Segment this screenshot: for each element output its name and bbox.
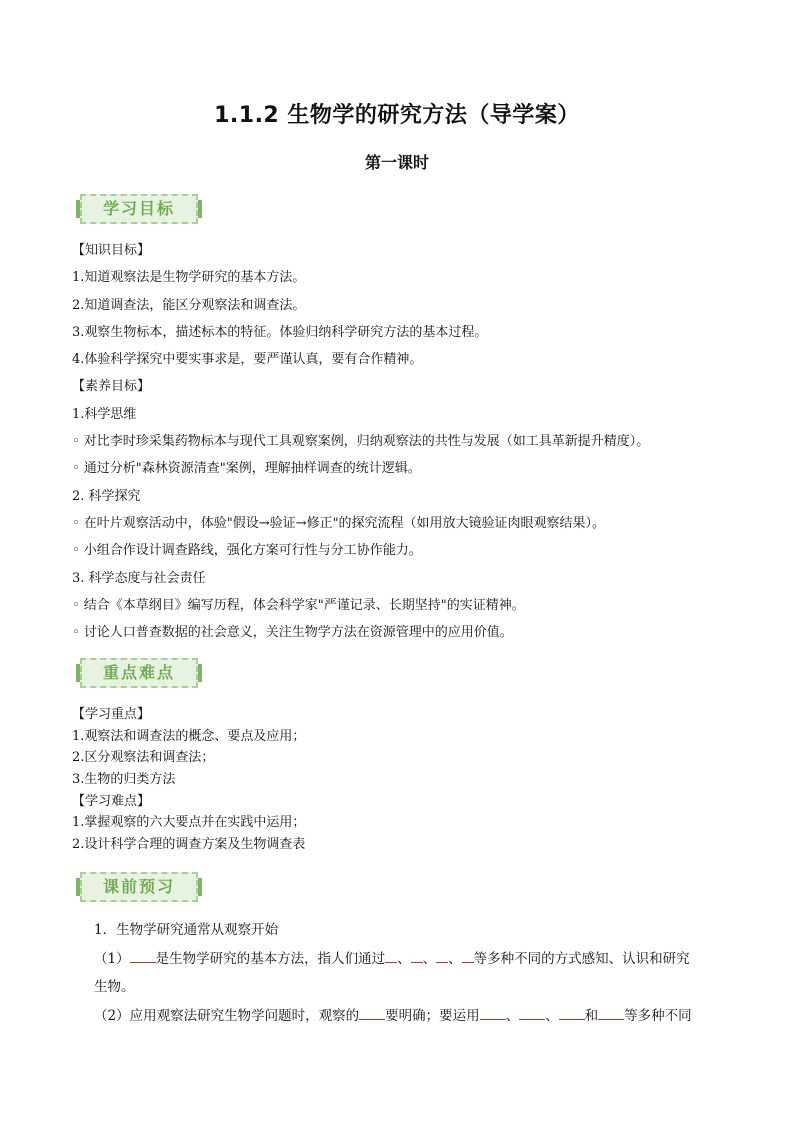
text: 、 (422, 950, 437, 967)
text: （1） (94, 950, 130, 967)
text-line: 【学习重点】 (72, 707, 151, 722)
key-points-block (72, 704, 305, 856)
text-line: 【学习难点】 (72, 793, 151, 809)
text-line: 3. 科学态度与社会责任 (72, 570, 206, 586)
page-subtitle: 第一课时 (364, 153, 429, 172)
fill-blank[interactable] (359, 1005, 385, 1020)
text: 、 (545, 1007, 559, 1024)
text-line: 2.知道调查法，能区分观察法和调查法。 (72, 297, 306, 313)
goals-block (72, 237, 649, 646)
section-header-goals (76, 190, 202, 228)
text-line: 2.设计科学合理的调查方案及生物调查表 (72, 837, 306, 853)
question-line: 生物。 (94, 979, 135, 995)
text: 是生物学研究的基本方法，指人们通过 (155, 950, 386, 967)
fill-blank[interactable] (598, 1005, 624, 1020)
section-label: 重点难点 (102, 663, 175, 682)
text-line: 1.观察法和调查法的概念、要点及应用； (72, 728, 306, 744)
text-line: ◦ 小组合作设计调查路线，强化方案可行性与分工协作能力。 (72, 543, 422, 559)
fill-blank[interactable] (462, 948, 474, 963)
text-line: 3.观察生物标本，描述标本的特征。体验归纳科学研究方法的基本过程。 (72, 324, 488, 340)
text-line: 【知识目标】 (72, 243, 151, 258)
fill-blank[interactable] (480, 1005, 506, 1020)
page-title: 1.1.2 生物学的研究方法（导学案） (214, 103, 580, 128)
text-line: 3.生物的归类方法 (72, 772, 176, 788)
text-line: ◦ 对比李时珍采集药物标本与现代工具观察案例，归纳观察法的共性与发展（如工具革新提升精度）。 (72, 434, 650, 450)
fill-blank[interactable] (130, 948, 156, 963)
section-header-key-points (76, 654, 202, 692)
question-title: 1．生物学研究通常从观察开始 (94, 922, 279, 938)
text-line: 2. 科学探究 (72, 488, 141, 504)
section-header-preview (76, 868, 202, 906)
text-line: ◦ 通过分析"森林资源清查"案例，理解抽样调查的统计逻辑。 (72, 461, 421, 477)
text-line: 4.体验科学探究中要实事求是，要严谨认真，要有合作精神。 (72, 352, 423, 368)
fill-blank[interactable] (436, 948, 448, 963)
text-line: 1.科学思维 (72, 406, 137, 422)
text: 和 (584, 1007, 599, 1024)
text-line: ◦ 在叶片观察活动中，体验"假设→验证→修正"的探究流程（如用放大镜验证肉眼观察结果）。 (72, 515, 606, 531)
preview-block (94, 916, 724, 1030)
fill-blank[interactable] (559, 1005, 585, 1020)
text: 等多种不同的方式感知、认识和研究 (473, 950, 690, 967)
text: 、 (397, 950, 411, 967)
text: 、 (505, 1007, 520, 1024)
text-line: 1.掌握观察的六大要点并在实践中运用； (72, 815, 306, 831)
fill-blank[interactable] (385, 948, 397, 963)
text-line: ◦ 结合《本草纲目》编写历程，体会科学家"严谨记录、长期坚持"的实证精神。 (72, 597, 525, 613)
text-line: 2.区分观察法和调查法； (72, 750, 215, 766)
text: 等多种不同 (624, 1007, 692, 1024)
fill-blank[interactable] (411, 948, 423, 963)
section-label: 课前预习 (102, 877, 175, 896)
text: （2）应用观察法研究生物学问题时，观察的 (94, 1007, 360, 1024)
text-line: 【素养目标】 (72, 379, 151, 395)
question-line (94, 1002, 724, 1031)
text-line: ◦ 讨论人口普查数据的社会意义，关注生物学方法在资源管理中的应用价值。 (72, 625, 513, 641)
section-label: 学习目标 (102, 199, 175, 218)
text: 、 (448, 950, 462, 967)
text: 要明确；要运用 (385, 1007, 480, 1024)
fill-blank[interactable] (519, 1005, 545, 1020)
text-line: 1.知道观察法是生物学研究的基本方法。 (72, 270, 306, 286)
question-line (94, 945, 724, 974)
